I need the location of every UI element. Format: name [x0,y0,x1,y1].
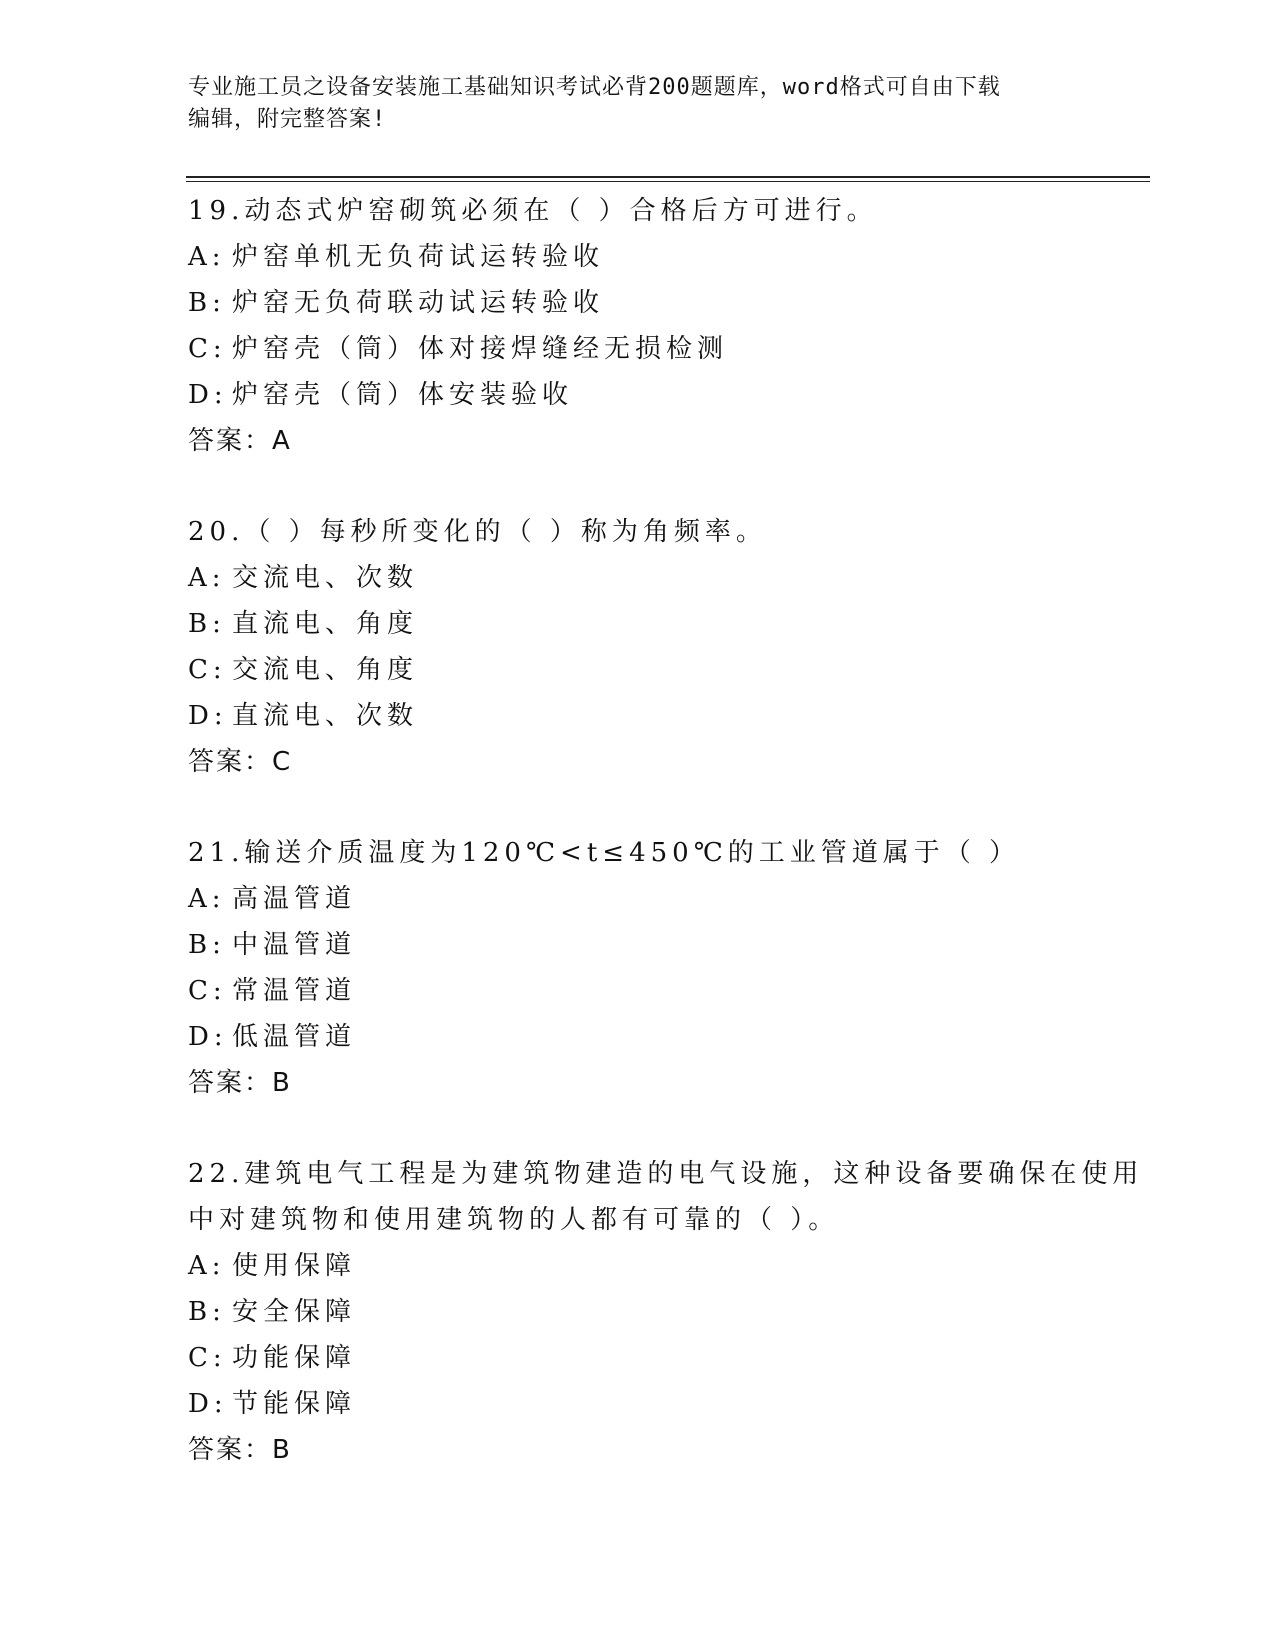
option-letter: B: [188,288,226,318]
option-a [188,555,1088,601]
option-b [188,601,1088,647]
option-c [188,326,1088,372]
answer-line: 答案：C [188,747,293,777]
option-b [188,1289,1088,1335]
option-text: 直流电、角度 [232,609,419,639]
option-text: 炉窑无负荷联动试运转验收 [232,288,605,318]
answer-line: 答案：B [188,1068,292,1098]
question-stem: 22.建筑电气工程是为建筑物建造的电气设施，这种设备要确保在使用 [188,1159,1144,1189]
question-stem: 21.输送介质温度为120℃<t≤450℃的工业管道属于（ ） [188,838,1021,868]
option-text: 中温管道 [232,930,357,960]
option-text: 炉窑单机无负荷试运转验收 [232,242,605,272]
option-text: 节能保障 [232,1389,357,1419]
option-letter: B: [188,609,226,639]
option-letter: D: [188,380,228,410]
option-d [188,372,1088,418]
option-a [188,1243,1088,1289]
option-letter: A: [188,1251,226,1281]
option-letter: B: [188,1297,226,1327]
option-letter: B: [188,930,226,960]
option-d [188,693,1088,739]
question-stem: 19.动态式炉窑砌筑必须在（ ）合格后方可进行。 [188,196,878,226]
option-c [188,647,1088,693]
option-letter: A: [188,242,226,272]
option-b [188,280,1088,326]
question-stem: 20.（ ）每秒所变化的（ ）称为角频率。 [188,517,767,547]
option-text: 低温管道 [232,1022,357,1052]
option-text: 常温管道 [232,976,357,1006]
option-letter: C: [188,655,227,685]
option-a [188,876,1088,922]
option-letter: A: [188,563,226,593]
option-text: 直流电、次数 [232,701,419,731]
question-21 [188,830,1088,1106]
option-letter: D: [188,1022,228,1052]
option-letter: C: [188,334,227,364]
option-text: 功能保障 [232,1343,357,1373]
header-line-1: 专业施工员之设备安装施工基础知识考试必背200题题库，word格式可自由下载 [188,75,1001,100]
document-header [188,72,1088,136]
header-line-2: 编辑，附完整答案! [188,107,387,132]
option-text: 炉窑壳（筒）体安装验收 [232,380,574,410]
option-letter: D: [188,1389,228,1419]
question-19 [188,188,1088,464]
option-text: 安全保障 [232,1297,357,1327]
option-text: 使用保障 [232,1251,357,1281]
option-text: 交流电、角度 [232,655,419,685]
header-divider [186,176,1150,182]
question-22 [188,1151,1144,1473]
answer-line: 答案：B [188,1435,292,1465]
option-text: 炉窑壳（筒）体对接焊缝经无损检测 [232,334,729,364]
option-a [188,234,1088,280]
option-letter: C: [188,976,227,1006]
option-letter: A: [188,884,226,914]
option-c [188,968,1088,1014]
answer-line: 答案：A [188,426,292,456]
question-list [188,188,1144,1518]
question-stem-continued: 中对建筑物和使用建筑物的人都有可靠的（ ）。 [188,1205,840,1235]
question-20 [188,509,1088,785]
option-b [188,922,1088,968]
option-letter: D: [188,701,228,731]
option-d [188,1381,1088,1427]
option-letter: C: [188,1343,227,1373]
option-d [188,1014,1088,1060]
option-c [188,1335,1088,1381]
option-text: 交流电、次数 [232,563,419,593]
option-text: 高温管道 [232,884,357,914]
